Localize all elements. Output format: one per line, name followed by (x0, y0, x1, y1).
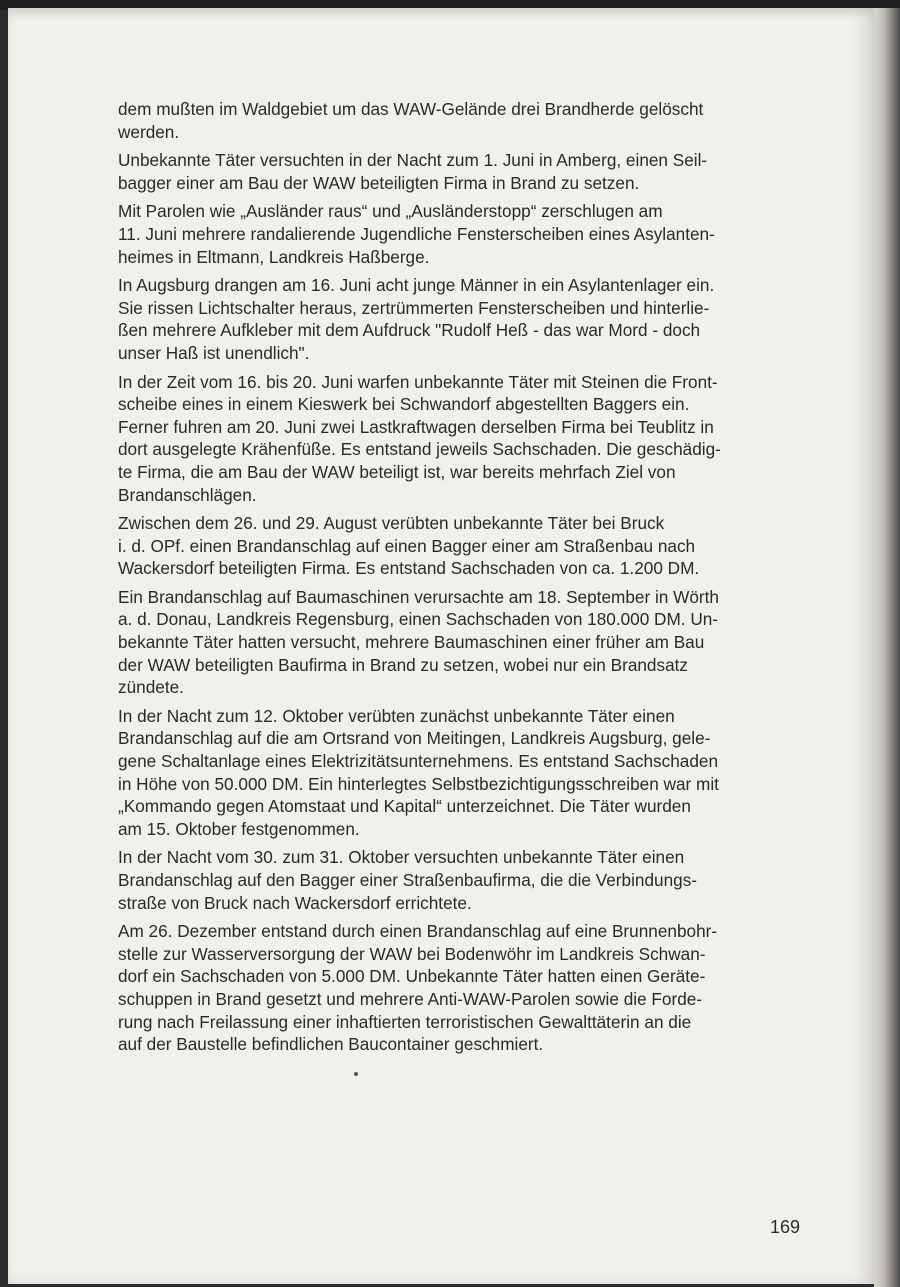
paragraph: In der Nacht vom 30. zum 31. Oktober versuchten unbekannte Täter einen Brandanschlag auf den Bagger einer Straßenbaufirma, die die Verbindungs- straße von Bruck nach Wackersdorf errichtete. (118, 847, 698, 913)
page-right-edge (874, 8, 900, 1287)
paragraph: dem mußten im Waldgebiet um das WAW-Gelände drei Brandherde gelöscht werden. (118, 99, 704, 142)
paragraph: In Augsburg drangen am 16. Juni acht junge Männer in ein Asylantenlager ein. Sie rissen Lichtschalter heraus, zertrümmerten Fensterscheiben und hinterlie- ßen mehrere Aufkleber mit dem Aufdruck "Rudolf Heß - das war Mord - doch unser Haß ist unendlich". (118, 275, 715, 363)
paragraph: Ein Brandanschlag auf Baumaschinen verursachte am 18. September in Wörth a. d. Donau, Landkreis Regensburg, einen Sachschaden von 180.000 DM. Un- bekannte Täter hatten versucht, mehrere Baumaschinen einer früher am Bau der WAW beteiligten Baufirma in Brand zu setzen, wobei nur ein Brandsatz zündete. (118, 586, 719, 698)
paragraph: Unbekannte Täter versuchten in der Nacht zum 1. Juni in Amberg, einen Seil- bagger einer am Bau der WAW beteiligten Firma in Brand zu setzen. (118, 150, 708, 193)
body-text (118, 98, 802, 1062)
paragraph: Am 26. Dezember entstand durch einen Brandanschlag auf eine Brunnenbohr- stelle zur Wasserversorgung der WAW bei Bodenwöhr im Landkreis Schwan- dorf ein Sachschaden von 5.000 DM. Unbekannte Täter hatten einen Geräte- schuppen in Brand gesetzt und mehrere Anti-WAW-Parolen sowie die Forde- rung nach Freilassung einer inhaftierten terroristischen Gewalttäterin an die auf der Baustelle befindlichen Baucontainer geschmiert. (118, 921, 718, 1055)
paragraph: In der Zeit vom 16. bis 20. Juni warfen unbekannte Täter mit Steinen die Front- scheibe eines in einem Kieswerk bei Schwandorf abgestellten Baggers ein. Ferner fuhren am 20. Juni zwei Lastkraftwagen derselben Firma bei Teublitz in dort ausgelegte Krähenfüße. Es entstand jeweils Sachschaden. Die geschädig- te Firma, die am Bau der WAW beteiligt ist, war bereits mehrfach Ziel von Brandanschlägen. (118, 371, 721, 505)
paragraph: Zwischen dem 26. und 29. August verübten unbekannte Täter bei Bruck i. d. OPf. einen Brandanschlag auf einen Bagger einer am Straßenbau nach Wackersdorf beteiligten Firma. Es entstand Sachschaden von ca. 1.200 DM. (118, 513, 700, 579)
paragraph: In der Nacht zum 12. Oktober verübten zunächst unbekannte Täter einen Brandanschlag auf die am Ortsrand von Meitingen, Landkreis Augsburg, gele- gene Schaltanlage eines Elektrizitätsunternehmens. Es entstand Sachschaden in Höhe von 50.000 DM. Ein hinterlegtes Selbstbezichtigungsschreiben war mit „Kommando gegen Atomstaat und Kapital“ unterzeichnet. Die Täter wurden am 15. Oktober festgenommen. (118, 705, 719, 839)
page-number: 169 (769, 1217, 800, 1237)
stray-dot-mark (354, 1072, 358, 1076)
paragraph: Mit Parolen wie „Ausländer raus“ und „Ausländerstopp“ zerschlugen am 11. Juni mehrere randalierende Jugendliche Fensterscheiben eines Asylanten- heimes in Eltmann, Landkreis Haßberge. (118, 201, 715, 267)
